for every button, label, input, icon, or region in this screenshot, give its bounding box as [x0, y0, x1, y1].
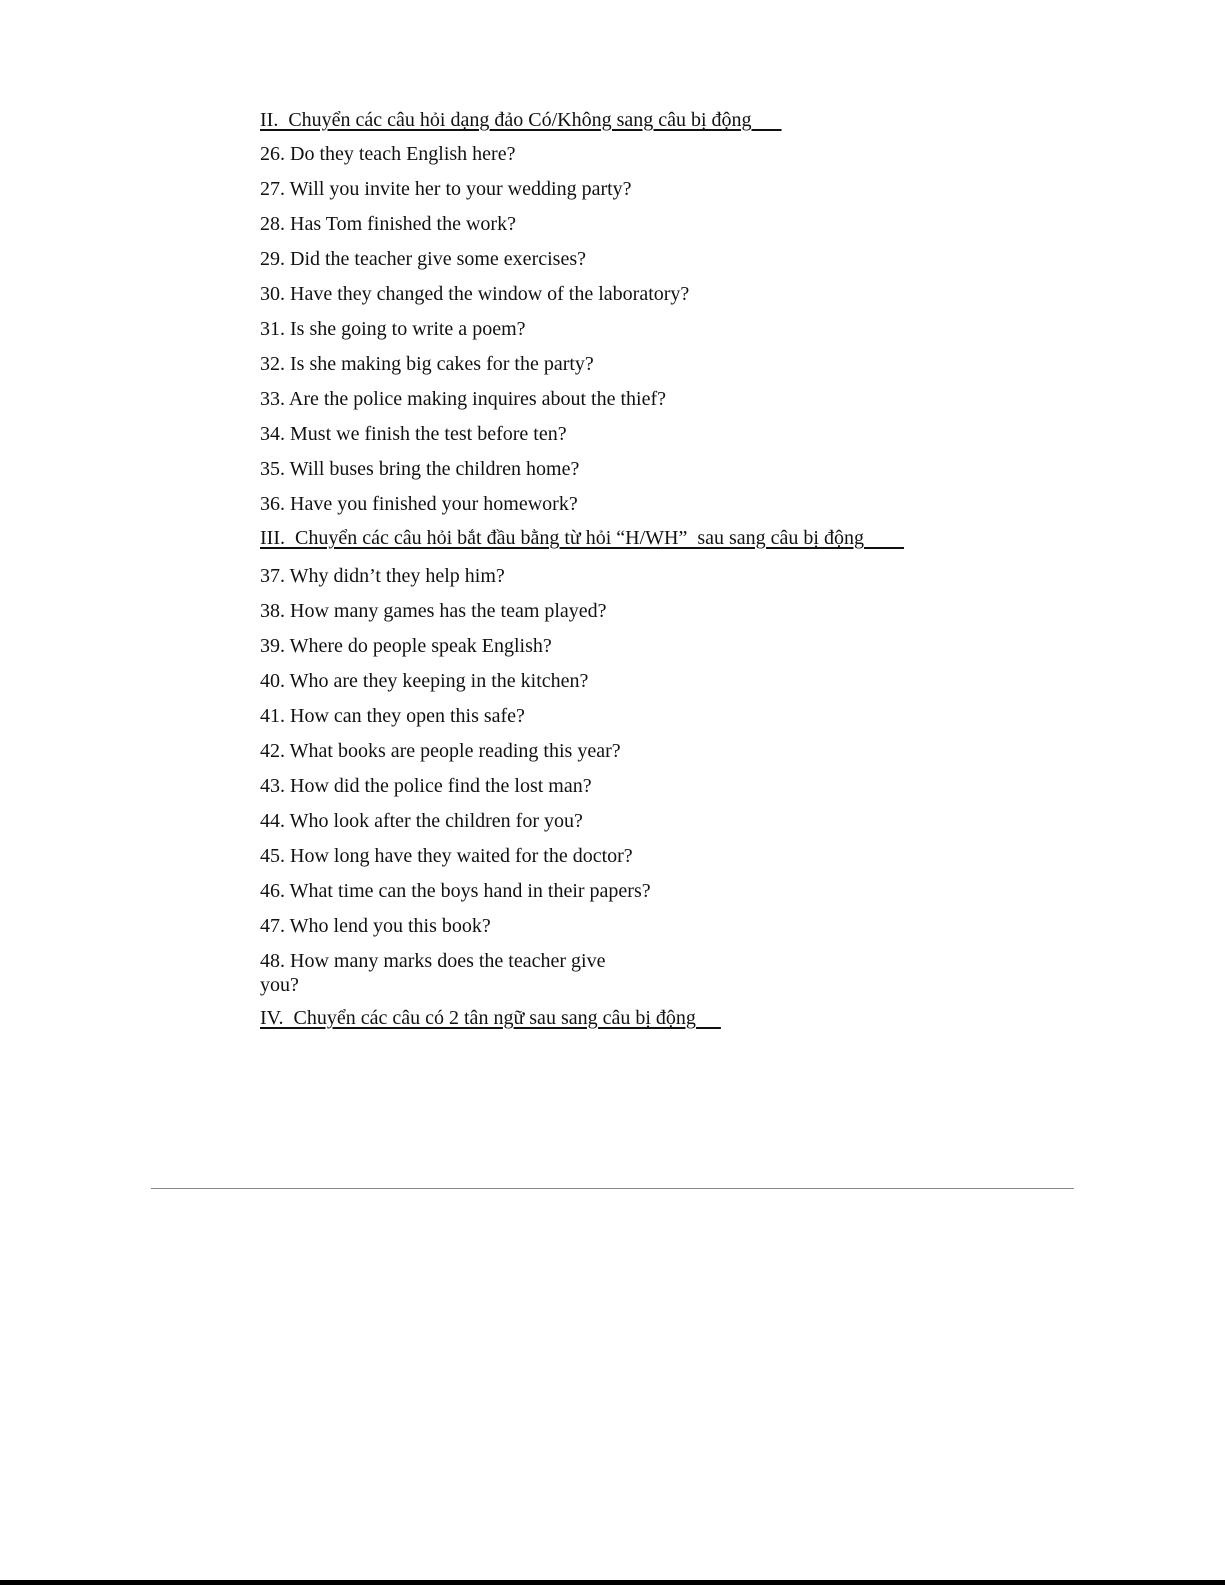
list-item: 44. Who look after the children for you? — [260, 810, 583, 832]
list-item: 38. How many games has the team played? — [260, 600, 607, 622]
section-heading-ii: II. Chuyển các câu hỏi dạng đảo Có/Không sang câu bị động — [260, 109, 782, 131]
list-item: 36. Have you finished your homework? — [260, 493, 578, 515]
list-item: 32. Is she making big cakes for the party? — [260, 353, 594, 375]
list-item: 33. Are the police making inquires about the thief? — [260, 388, 666, 410]
list-item: 35. Will buses bring the children home? — [260, 458, 580, 480]
list-item: 40. Who are they keeping in the kitchen? — [260, 670, 589, 692]
list-item: 28. Has Tom finished the work? — [260, 213, 516, 235]
list-item: 48. How many marks does the teacher give you? — [260, 950, 606, 996]
page-divider — [151, 1188, 1074, 1189]
list-item: 42. What books are people reading this year? — [260, 740, 621, 762]
exercise-content — [260, 108, 960, 1030]
list-item: 34. Must we finish the test before ten? — [260, 423, 567, 445]
list-item: 39. Where do people speak English? — [260, 635, 552, 657]
bottom-edge-bar — [0, 1580, 1225, 1585]
section-heading-iv: IV. Chuyển các câu có 2 tân ngữ sau sang câu bị động — [260, 1007, 721, 1029]
list-item: 29. Did the teacher give some exercises? — [260, 248, 586, 270]
list-item: 47. Who lend you this book? — [260, 915, 491, 937]
list-item: 26. Do they teach English here? — [260, 143, 516, 165]
list-item: 41. How can they open this safe? — [260, 705, 525, 727]
section-heading-iii: III. Chuyển các câu hỏi bắt đầu bằng từ hỏi “H/WH” sau sang câu bị động — [260, 527, 904, 549]
list-item: 27. Will you invite her to your wedding party? — [260, 178, 632, 200]
list-item: 46. What time can the boys hand in their papers? — [260, 880, 651, 902]
list-item: 43. How did the police find the lost man? — [260, 775, 592, 797]
list-item: 45. How long have they waited for the doctor? — [260, 845, 633, 867]
list-item: 37. Why didn’t they help him? — [260, 565, 505, 587]
list-item: 30. Have they changed the window of the laboratory? — [260, 283, 690, 305]
list-item: 31. Is she going to write a poem? — [260, 318, 526, 340]
